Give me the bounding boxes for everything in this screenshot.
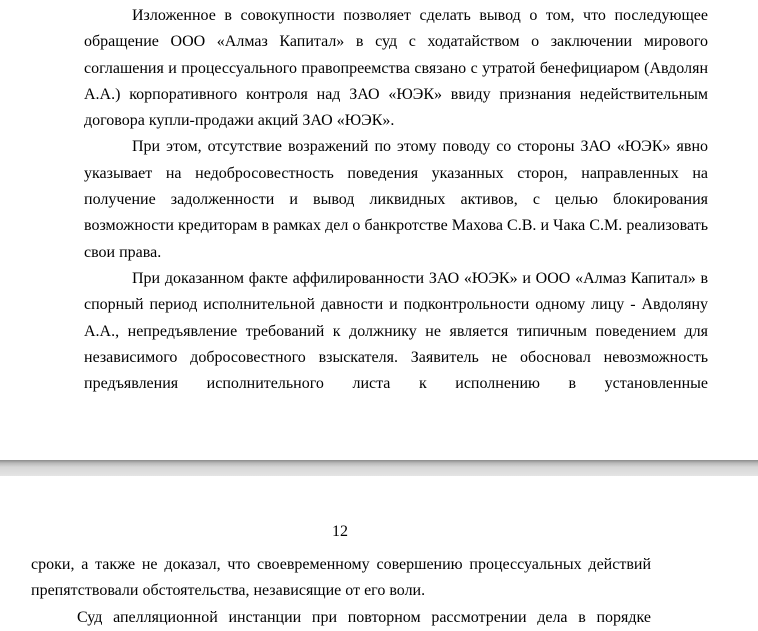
page-body-text-continued (31, 552, 651, 631)
paragraph-continuation: сроки, а также не доказал, что своевременному совершению процессуальных действий препятствовали обстоятельства, независящие от его воли. (31, 556, 651, 600)
page-body-text (84, 3, 708, 397)
page-separator (0, 460, 758, 476)
paragraph-no-objections: При этом, отсутствие возражений по этому поводу со стороны ЗАО «ЮЭК» явно указывает на недобросовестность поведения указанных сторон, направленных на получение задолженности и вывод ликвидных активов, с целью блокирования возможности кредиторам в рамках дел о банкротстве Махова С.В. и Чака С.М. реализовать свои права. (84, 138, 708, 261)
paragraph-appeal-court: Суд апелляционной инстанции при повторном рассмотрении дела в порядке (77, 608, 651, 626)
paragraph-affiliation: При доказанном факте аффилированности ЗАО «ЮЭК» и ООО «Алмаз Капитал» в спорный период исполнительной давности и подконтрольности одному лицу - Авдоляну А.А., непредъявление требований к должнику не является типичным поведением для независимого добросовестного взыскателя. Заявитель не обосновал невозможность предъявления исполнительного листа к исполнению в установленные (84, 269, 708, 393)
page-number: 12 (332, 523, 348, 540)
paragraph-conclusion: Изложенное в совокупности позволяет сделать вывод о том, что последующее обращение ООО «Алмаз Капитал» в суд с ходатайством о заключении мирового соглашения и процессуального правопреемства связано с утратой бенефициаром (Авдолян А.А.) корпоративного контроля над ЗАО «ЮЭК» ввиду признания недействительным договора купли-продажи акций ЗАО «ЮЭК». (84, 7, 708, 130)
document-page-12 (0, 476, 758, 626)
